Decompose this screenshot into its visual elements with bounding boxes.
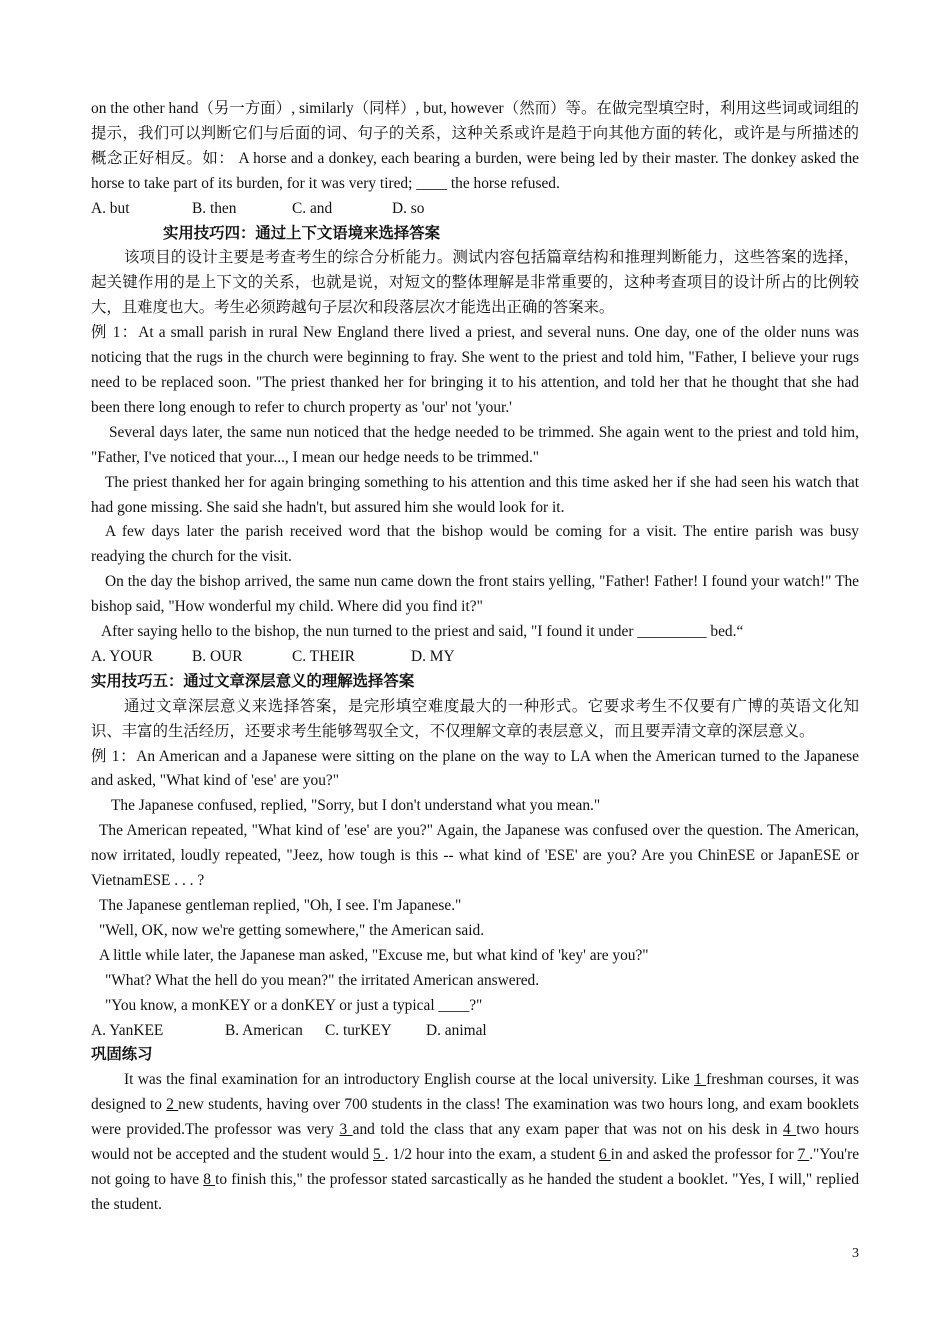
blank-8: 8 — [203, 1170, 216, 1188]
practice-passage — [91, 1068, 859, 1217]
tip5-example-paragraph-5: "Well, OK, now we're getting somewhere," the American said. — [99, 921, 485, 939]
blank-6: 6 — [599, 1146, 611, 1164]
tip5-example-paragraph-1: 例 1：An American and a Japanese were sitting on the plane on the way to LA when the American turned to the Japanese and asked, "What kind of 'ese' are you?" — [91, 747, 859, 790]
option-d: D. animal — [426, 1021, 487, 1039]
blank-1: 1 — [694, 1071, 707, 1089]
option-b: B. then — [192, 199, 237, 217]
passage-text: ."You're not going to have — [91, 1146, 860, 1188]
blank-3: 3 — [339, 1121, 353, 1139]
tip4-example-paragraph-4: A few days later the parish received word that the bishop would be coming for a visit. The entire parish was busy readying the church for the visit. — [91, 523, 859, 566]
passage-text: It was the final examination for an introductory English course at the local university. Like — [124, 1071, 695, 1089]
passage-text: two hours would not be accepted and the student would — [91, 1121, 860, 1164]
intro-paragraph: on the other hand（另一方面）, similarly（同样）, but, however（然而）等。在做完型填空时，利用这些词或词组的提示，我们可以判断它们与后面的词、句子的关系，这种关系或许是趋于向其他方面的转化，或许是与所描述的概念正好相反。如： A horse and a donkey, each bearing a burden, were being led by their master. The donkey asked the horse to take part of its burden, for it was very tired; ____ the horse refused. — [91, 100, 859, 192]
passage-text: to finish this," the professor stated sarcastically as he handed the student a booklet. "Yes, I will," replied the student. — [91, 1170, 860, 1213]
option-a: A. YanKEE — [91, 1021, 164, 1039]
tip4-example-paragraph-3: The priest thanked her for again bringing something to his attention and this time asked her if she had seen his watch that had gone missing. She said she hadn't, but assured him she would look for it. — [91, 473, 859, 516]
tip4-example-paragraph-5: On the day the bishop arrived, the same nun came down the front stairs yelling, "Father! Father! I found your watch!" The bishop said, "How wonderful my child. Where did you find it?" — [91, 573, 859, 616]
tip5-example-paragraph-2: The Japanese confused, replied, "Sorry, but I don't understand what you mean." — [111, 797, 601, 815]
tip4-description: 该项目的设计主要是考查考生的综合分析能力。测试内容包括篇章结构和推理判断能力，这些答案的选择，起关键作用的是上下文的关系，也就是说，对短文的整体理解是非常重要的，这种考查项目的设计所占的比例较大，且难度也大。考生必须跨越句子层次和段落层次才能选出正确的答案来。 — [91, 249, 859, 317]
tip5-example-paragraph-7: "What? What the hell do you mean?" the irritated American answered. — [105, 971, 540, 989]
tip5-example-paragraph-4: The Japanese gentleman replied, "Oh, I see. I'm Japanese." — [99, 897, 462, 914]
tip5-options — [91, 1019, 859, 1044]
tip4-example-paragraph-1: 例 1：At a small parish in rural New England there lived a priest, and several nuns. One day, one of the older nuns was noticing that the rugs in the church were beginning to fray. She went to the priest and told him, "Father, I believe your rugs need to be replaced soon. "The priest thanked her for bringing it to his attention, and told her that he thought that she had been there long enough to refer to church property as 'our' not 'your.' — [91, 324, 859, 416]
passage-text: new students, having over 700 students in the class! The examination was two hours long, and exam booklets were provided.The professor was very — [91, 1096, 859, 1139]
page-number: 3 — [852, 1246, 859, 1261]
practice-heading: 巩固练习 — [91, 1046, 153, 1064]
option-d: D. MY — [411, 647, 455, 665]
option-c: C. THEIR — [292, 647, 355, 665]
tip5-heading: 实用技巧五：通过文章深层意义的理解选择答案 — [91, 672, 415, 690]
passage-text: and told the class that any exam paper that was not on his desk in — [352, 1121, 784, 1139]
tip5-example-paragraph-6: A little while later, the Japanese man asked, "Excuse me, but what kind of 'key' are you?" — [99, 946, 649, 964]
option-c: C. turKEY — [325, 1021, 392, 1039]
option-a: A. YOUR — [91, 647, 153, 665]
document-page — [91, 97, 859, 1218]
option-b: B. American — [225, 1021, 303, 1039]
tip4-options — [91, 645, 859, 670]
passage-text: . 1/2 hour into the exam, a student — [384, 1146, 600, 1164]
option-a: A. but — [91, 199, 130, 217]
tip5-example-paragraph-3: The American repeated, "What kind of 'ese' are you?" Again, the Japanese was confused over the question. The American, now irritated, loudly repeated, "Jeez, how tough is this -- what kind of 'ESE' are you? Are you ChinESE or JapanESE or VietnamESE . . . ? — [91, 822, 859, 890]
passage-text: freshman courses, it was designed to — [91, 1071, 859, 1114]
intro-options — [91, 197, 859, 222]
option-c: C. and — [292, 199, 333, 217]
passage-text: in and asked the professor for — [610, 1146, 798, 1164]
tip5-example-paragraph-8: "You know, a monKEY or a donKEY or just a typical ____?" — [105, 996, 483, 1014]
tip4-example-paragraph-6: After saying hello to the bishop, the nun turned to the priest and said, "I found it under _________ bed.“ — [101, 623, 744, 641]
blank-5: 5 — [372, 1146, 385, 1164]
blank-2: 2 — [166, 1096, 179, 1114]
blank-7: 7 — [797, 1146, 810, 1164]
tip4-heading: 实用技巧四：通过上下文语境来选择答案 — [163, 224, 441, 242]
tip5-description: 通过文章深层意义来选择答案，是完形填空难度最大的一种形式。它要求考生不仅要有广博的英语文化知识、丰富的生活经历，还要求考生能够驾驭全文，不仅理解文章的表层意义，而且要弄清文章的深层意义。 — [91, 697, 859, 740]
tip4-example-paragraph-2: Several days later, the same nun noticed that the hedge needed to be trimmed. She again went to the priest and told him, "Father, I've noticed that your..., I mean our hedge needs to be trimmed." — [91, 423, 859, 466]
option-b: B. OUR — [192, 647, 243, 665]
option-d: D. so — [392, 199, 425, 217]
blank-4: 4 — [783, 1121, 797, 1139]
